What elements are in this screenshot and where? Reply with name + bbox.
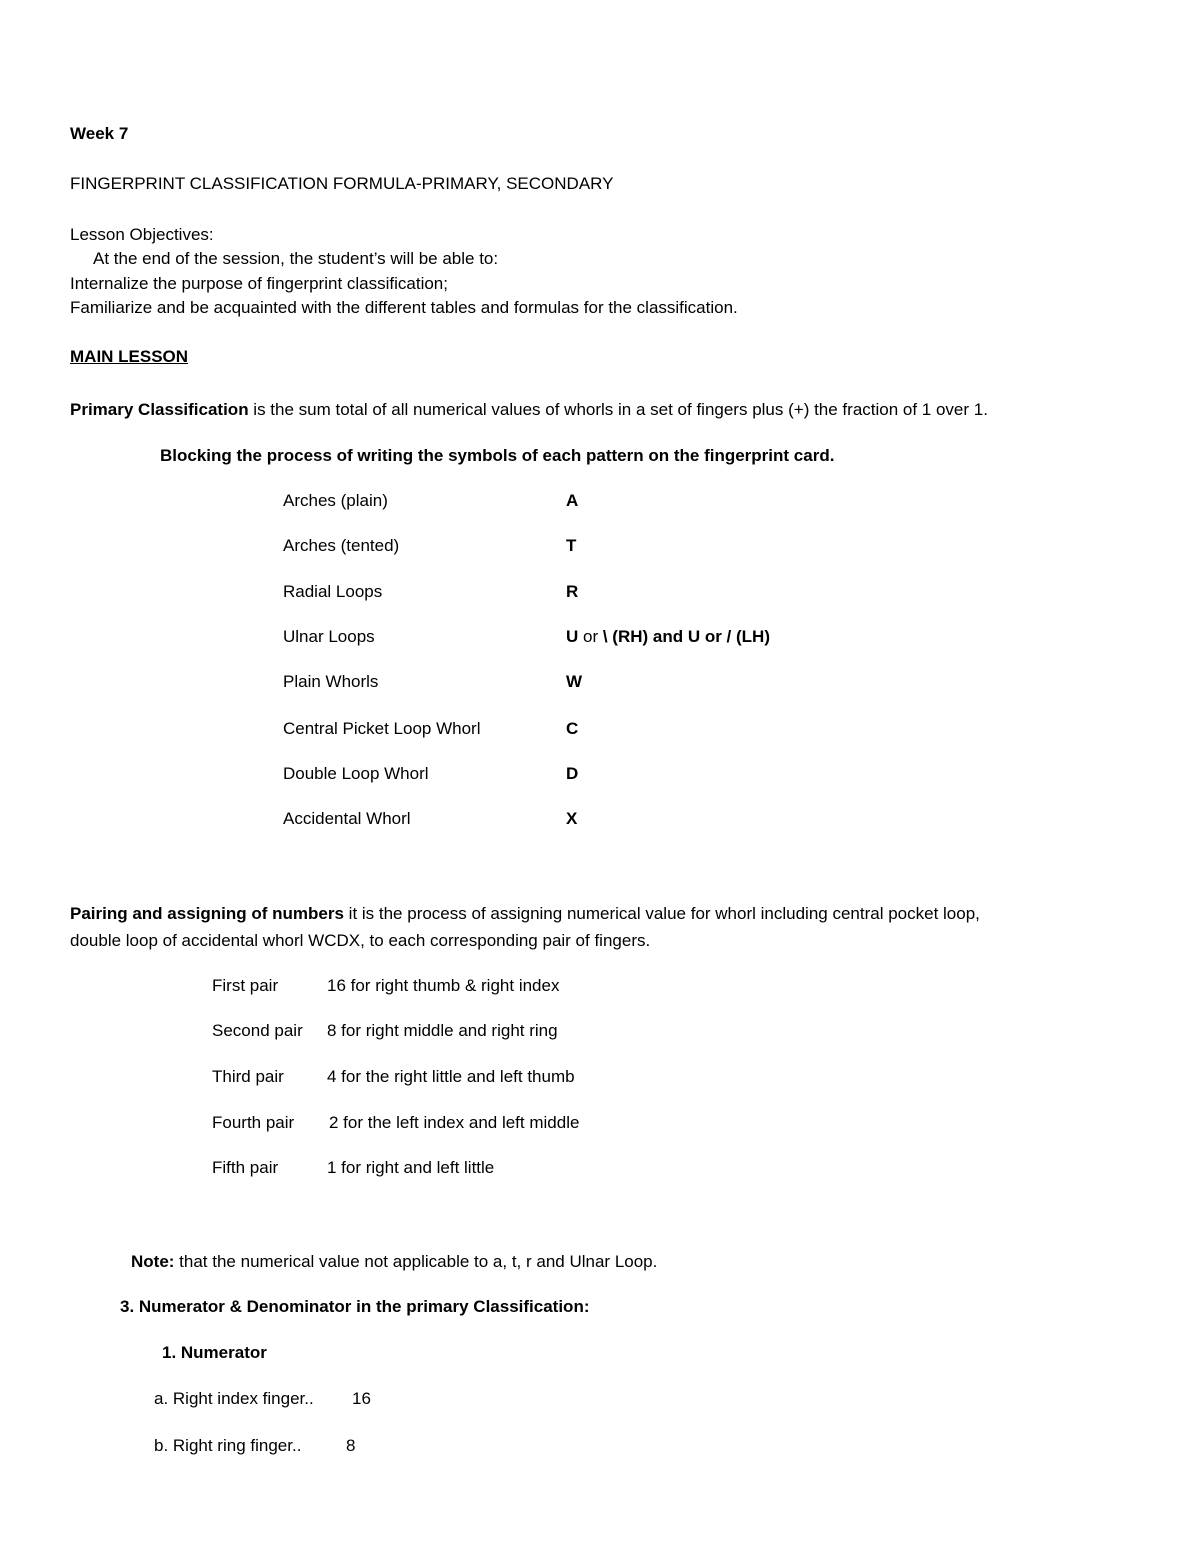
main-lesson-heading: MAIN LESSON — [70, 347, 189, 366]
symbol-part: \ (RH) and U or / (LH) — [602, 627, 770, 646]
numerator-item-label: b. Right ring finger.. — [154, 1436, 302, 1455]
symbol-part: U — [566, 627, 579, 646]
pair-value: 4 for the right little and left thumb — [327, 1067, 575, 1086]
objective-item: Internalize the purpose of fingerprint classification; — [70, 274, 448, 293]
pair-label: Second pair — [212, 1021, 303, 1040]
note-text: that the numerical value not applicable to a, t, r and Ulnar Loop. — [174, 1252, 658, 1271]
pairing-definition: it is the process of assigning numerical value for whorl including central pocket loop, — [343, 904, 980, 923]
numerator-item-value: 8 — [346, 1436, 356, 1455]
pattern-name: Ulnar Loops — [283, 627, 375, 646]
pattern-symbol: W — [566, 672, 583, 691]
subsection-heading: 1. Numerator — [162, 1343, 267, 1362]
note-label: Note: — [131, 1252, 175, 1271]
pattern-name: Radial Loops — [283, 582, 383, 601]
pairing-term: Pairing and assigning of numbers — [70, 904, 344, 923]
pattern-symbol — [566, 626, 770, 648]
pattern-name: Central Picket Loop Whorl — [283, 719, 481, 738]
primary-classification-term: Primary Classification — [70, 400, 249, 419]
pattern-name: Double Loop Whorl — [283, 764, 429, 783]
pattern-name: Arches (tented) — [283, 536, 400, 555]
pattern-symbol: C — [566, 719, 579, 738]
pattern-symbol: T — [566, 536, 577, 555]
week-label: Week 7 — [70, 124, 129, 143]
pattern-symbol: R — [566, 582, 579, 601]
symbol-part: or — [578, 627, 603, 646]
primary-classification-paragraph — [70, 399, 988, 421]
pairing-paragraph-line — [70, 903, 980, 925]
pair-label: First pair — [212, 976, 279, 995]
numerator-item-value: 16 — [352, 1389, 371, 1408]
pair-label: Third pair — [212, 1067, 284, 1086]
section-heading: 3. Numerator & Denominator in the primary Classification: — [120, 1297, 590, 1316]
primary-classification-definition: is the sum total of all numerical values of whorls in a set of fingers plus (+) the fraction of 1 over 1. — [248, 400, 988, 419]
pattern-name: Accidental Whorl — [283, 809, 411, 828]
pattern-symbol: D — [566, 764, 579, 783]
pairing-paragraph-line: double loop of accidental whorl WCDX, to each corresponding pair of fingers. — [70, 931, 651, 950]
numerator-item-label: a. Right index finger.. — [154, 1389, 314, 1408]
pattern-symbol: A — [566, 491, 579, 510]
objectives-intro: At the end of the session, the student’s will be able to: — [93, 249, 499, 268]
blocking-heading: Blocking the process of writing the symbols of each pattern on the fingerprint card. — [160, 446, 835, 465]
pair-label: Fifth pair — [212, 1158, 279, 1177]
pattern-name: Plain Whorls — [283, 672, 379, 691]
pair-value: 1 for right and left little — [327, 1158, 495, 1177]
pair-value: 2 for the left index and left middle — [329, 1113, 580, 1132]
pattern-symbol: X — [566, 809, 578, 828]
pattern-name: Arches (plain) — [283, 491, 388, 510]
objectives-heading: Lesson Objectives: — [70, 225, 214, 244]
note-line — [131, 1251, 657, 1273]
document-title: FINGERPRINT CLASSIFICATION FORMULA-PRIMARY, SECONDARY — [70, 174, 614, 193]
objective-item: Familiarize and be acquainted with the different tables and formulas for the classification. — [70, 298, 738, 317]
pair-value: 16 for right thumb & right index — [327, 976, 560, 995]
pair-label: Fourth pair — [212, 1113, 295, 1132]
pair-value: 8 for right middle and right ring — [327, 1021, 558, 1040]
